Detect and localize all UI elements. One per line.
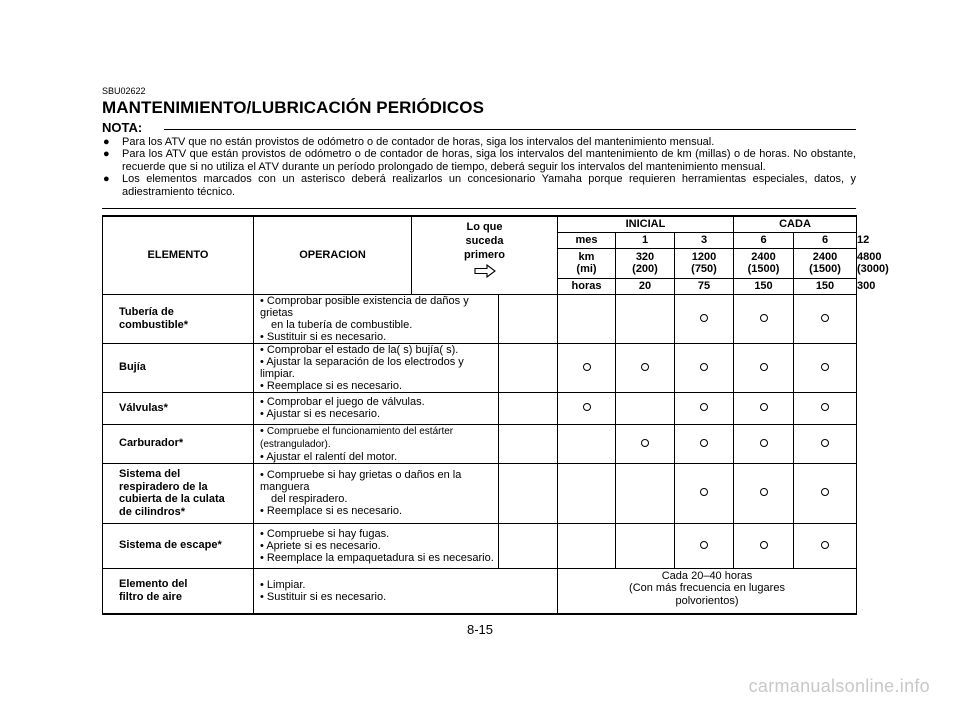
circle-mark-icon <box>700 541 708 549</box>
header-elemento: ELEMENTO <box>103 216 254 294</box>
interval-mark <box>558 523 616 568</box>
bullet-icon: • <box>260 424 267 437</box>
bullet-icon: • <box>260 590 267 603</box>
bullet-icon: • <box>260 396 267 408</box>
circle-mark-icon <box>760 403 768 411</box>
circle-mark-icon <box>700 403 708 411</box>
bullet-icon: • <box>260 343 267 356</box>
interval-mark <box>794 523 857 568</box>
bullet-icon: • <box>260 379 267 392</box>
interval-mark <box>734 463 794 523</box>
note-item: ● Los elementos marcados con un asterisco deberá realizarlos un concesionario Yamaha porque requieren herramientas especiales, datos, y adiestramiento técnico. <box>103 173 856 198</box>
circle-mark-icon <box>641 363 649 371</box>
interval-mark <box>558 392 616 424</box>
mes-value: 6 <box>734 232 794 248</box>
operation-list: • Limpiar. • Sustituir si es necesario. <box>254 568 558 614</box>
circle-mark-icon <box>821 541 829 549</box>
interval-mark <box>675 463 734 523</box>
right-arrow-icon <box>412 264 557 282</box>
interval-mark <box>558 424 616 463</box>
circle-mark-icon <box>821 363 829 371</box>
circle-mark-icon <box>700 439 708 447</box>
circle-mark-icon <box>583 403 591 411</box>
bullet-icon: • <box>260 355 267 368</box>
interval-mark <box>616 523 675 568</box>
bullet-icon: ● <box>103 136 110 148</box>
nota-divider <box>164 129 856 130</box>
interval-mark <box>675 523 734 568</box>
km-value: 2400 (1500) <box>794 248 857 278</box>
interval-mark <box>734 294 794 343</box>
item-name: Elemento del filtro de aire <box>103 568 254 614</box>
interval-mark <box>675 392 734 424</box>
circle-mark-icon <box>641 439 649 447</box>
item-name: Sistema de escape* <box>103 523 254 568</box>
horas-value: 150 <box>794 278 857 294</box>
nota-header <box>102 120 856 134</box>
circle-mark-icon <box>821 314 829 322</box>
circle-mark-icon <box>760 314 768 322</box>
bullet-icon: • <box>260 294 267 307</box>
km-value: 1200 (750) <box>675 248 734 278</box>
horas-value: 20 <box>616 278 675 294</box>
circle-mark-icon <box>821 439 829 447</box>
spacer-cell <box>499 424 558 463</box>
table-row <box>103 343 857 392</box>
item-name: Bujía <box>103 343 254 392</box>
interval-mark <box>734 343 794 392</box>
header-cada: CADA <box>734 216 857 232</box>
section-title: MANTENIMIENTO/LUBRICACIÓN PERIÓDICOS <box>102 98 485 117</box>
interval-mark <box>794 424 857 463</box>
interval-mark <box>675 343 734 392</box>
spacer-cell <box>499 523 558 568</box>
operation-list: • Comprobar posible existencia de daños y grietas en la tubería de combustible. • Sustituir si es necesario. <box>254 294 499 343</box>
circle-mark-icon <box>760 439 768 447</box>
operation-list: • Comprobar el estado de la( s) bujía( s). • Ajustar la separación de los electrodos y limpiar. • Reemplace si es necesario. <box>254 343 499 392</box>
bullet-icon: ● <box>103 148 110 161</box>
interval-mark <box>794 343 857 392</box>
km-value: 320 (200) <box>616 248 675 278</box>
circle-mark-icon <box>760 488 768 496</box>
table-row <box>103 294 857 343</box>
nota-label: NOTA: <box>102 120 143 135</box>
item-name: Sistema del respiradero de la cubierta de la culata de cilindros* <box>103 463 254 523</box>
item-name: Carburador* <box>103 424 254 463</box>
mes-value: 3 <box>675 232 734 248</box>
table-row <box>103 424 857 463</box>
bullet-icon: • <box>260 578 267 591</box>
header-lo-que-suceda-primero: Lo que suceda primero <box>412 216 558 294</box>
mes-value: 1 <box>616 232 675 248</box>
bullet-icon: • <box>260 505 267 517</box>
interval-mark <box>675 424 734 463</box>
circle-mark-icon <box>760 541 768 549</box>
row-label-km: km (mi) <box>558 248 616 278</box>
header-operacion: OPERACION <box>254 216 412 294</box>
circle-mark-icon <box>700 363 708 371</box>
spacer-cell <box>499 392 558 424</box>
spacer-cell <box>499 294 558 343</box>
interval-mark <box>616 424 675 463</box>
table-row <box>103 392 857 424</box>
page-number: 8-15 <box>466 622 494 637</box>
watermark: carmanualsonline.info <box>748 676 930 696</box>
mes-value: 6 <box>794 232 857 248</box>
km-value: 2400 (1500) <box>734 248 794 278</box>
document-code: SBU02622 <box>102 86 146 96</box>
interval-mark <box>675 294 734 343</box>
circle-mark-icon <box>583 363 591 371</box>
interval-mark <box>734 424 794 463</box>
operation-list: • Compruebe si hay grietas o daños en la manguera del respiradero. • Reemplace si es necesario. <box>254 463 499 523</box>
item-name: Tubería de combustible* <box>103 294 254 343</box>
row-label-horas: horas <box>558 278 616 294</box>
spacer-cell <box>499 463 558 523</box>
section-rule <box>102 208 856 209</box>
notes-list <box>102 136 856 198</box>
interval-mark <box>734 392 794 424</box>
circle-mark-icon <box>700 314 708 322</box>
interval-mark <box>616 392 675 424</box>
item-name: Válvulas* <box>103 392 254 424</box>
bullet-icon: • <box>260 408 267 420</box>
circle-mark-icon <box>821 488 829 496</box>
interval-mark <box>794 294 857 343</box>
table-row <box>103 568 857 614</box>
interval-mark <box>794 392 857 424</box>
bullet-icon: • <box>260 469 267 481</box>
maintenance-table: ELEMENTO OPERACION Lo que suceda primero INICIAL CADA mes 1 3 6 6 12 km (mi) 320 (200) 1200 (750) 2400 (1500) 2400 (1500) 4800 (3000) horas 20 75 150 150 300 Tubería de combustible* • Comprobar posible existencia de daños y grietas en la tubería de combustible. • Sustituir si es necesario. Bujía • Comprobar el estado de la( s) bujía( s). • Ajustar la separación de los electrodos y limpiar. • Reemplace si es necesario. Válvulas* • Comprobar el juego de válvulas. • Ajustar si es necesario. Carburador* • Compruebe el funcionamiento del estárter (estrangulador). • Ajustar el ralentí del motor. Sistema del respiradero de la cubierta de la culata de cilindros* • Compruebe si hay grietas o daños en la manguera del respiradero. • Reemplace si es necesario. Sistema de escape* • Compruebe si hay fugas. • Apriete si es necesario. • Reemplace la empaquetadura si es necesario. Elemento del filtro de aire • Limpiar. • Sustituir si es necesario. Cada 20–40 horas (Con más frecuencia en lugares polvorientos) <box>102 215 857 615</box>
interval-mark <box>558 463 616 523</box>
row-label-mes: mes <box>558 232 616 248</box>
interval-mark <box>616 294 675 343</box>
interval-mark <box>616 343 675 392</box>
operation-list: • Compruebe el funcionamiento del estárter (estrangulador). • Ajustar el ralentí del motor. <box>254 424 499 463</box>
operation-list: • Comprobar el juego de válvulas. • Ajustar si es necesario. <box>254 392 499 424</box>
circle-mark-icon <box>821 403 829 411</box>
bullet-icon: • <box>260 551 267 564</box>
bullet-icon: ● <box>103 173 110 186</box>
operation-list: • Compruebe si hay fugas. • Apriete si es necesario. • Reemplace la empaquetadura si es necesario. <box>254 523 499 568</box>
note-item: ● Para los ATV que están provistos de odómetro o de contador de horas, siga los intervalos del mantenimiento de km (millas) o de horas. No obstante, recuerde que si no utiliza el ATV durante un período prolongado de tiempo, deberá seguir los intervalos del mantenimiento mensual. <box>103 148 856 173</box>
interval-mark <box>734 523 794 568</box>
circle-mark-icon <box>700 488 708 496</box>
header-inicial: INICIAL <box>558 216 734 232</box>
interval-mark <box>558 343 616 392</box>
air-filter-interval-note: Cada 20–40 horas (Con más frecuencia en lugares polvorientos) <box>558 568 857 614</box>
interval-mark <box>794 463 857 523</box>
circle-mark-icon <box>760 363 768 371</box>
horas-value: 150 <box>734 278 794 294</box>
bullet-icon: • <box>260 450 267 463</box>
table-row <box>103 463 857 523</box>
bullet-icon: • <box>260 527 267 540</box>
interval-mark <box>558 294 616 343</box>
spacer-cell <box>499 343 558 392</box>
horas-value: 75 <box>675 278 734 294</box>
table-row <box>103 523 857 568</box>
bullet-icon: • <box>260 330 267 343</box>
bullet-icon: • <box>260 539 267 552</box>
interval-mark <box>616 463 675 523</box>
note-item: ● Para los ATV que no están provistos de odómetro o de contador de horas, siga los intervalos del mantenimiento mensual. <box>103 136 715 148</box>
